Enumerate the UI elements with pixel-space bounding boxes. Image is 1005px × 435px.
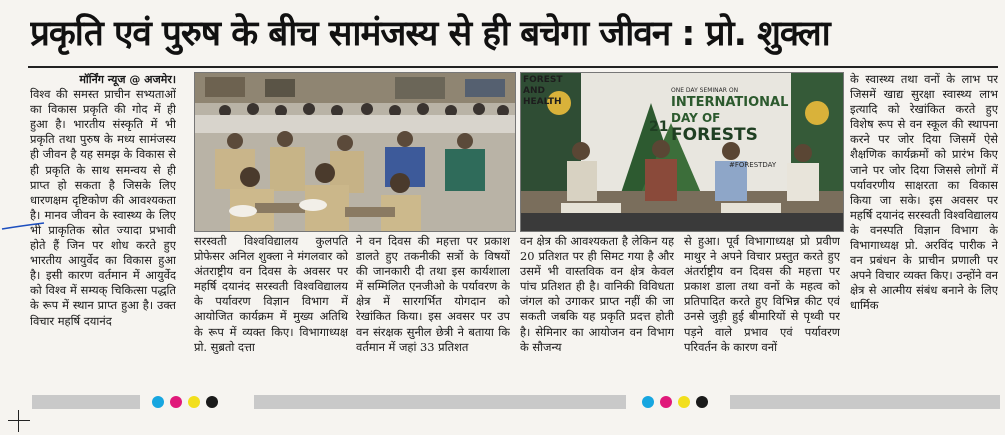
print-registration-strip [30,392,1000,412]
black-dot [696,396,708,408]
cyan-dot [152,396,164,408]
headline-rule [28,66,998,68]
banner-top-text: FOREST AND HEALTH [523,75,563,107]
headline: प्रकृति एवं पुरुष के बीच सामंजस्य से ही बचेगा जीवन : प्रो. शुक्ला [30,14,830,54]
banner-date: 21 [649,119,669,135]
black-dot [206,396,218,408]
article-column-6 [850,72,998,384]
banner-line3: DAY OF [671,111,721,125]
article-column-2 [194,234,348,384]
photo-stage [520,72,844,232]
gray-bar [730,395,1000,409]
article-column-5 [684,234,840,384]
column-2-text: सरस्वती विश्वविद्यालय कुलपति प्रोफेसर अनिल शुक्ला ने मंगलवार को अंतराष्ट्रीय वन दिवस के अवसर पर महर्षि दयानंद सरस्वती विश्वविद्यालय के पर्यावरण विज्ञान विभाग में आयोजित कार्यक्रम में मुख्य अतिथि के रूप में व्यक्त किए। विभागाध्यक्ष प्रो. सुब्रतो दत्ता [194,234,348,354]
audience-photo-image [195,73,515,231]
magenta-dot [170,396,182,408]
banner-line4: FORESTS [671,125,758,145]
banner-line1: ONE DAY SEMINAR ON [671,87,739,94]
column-6-text: के स्वास्थ्य तथा वनों के लाभ पर जिसमें खाद्य सुरक्षा स्वास्थ्य लाभ इत्यादि को रेखांकित करते हुए विशेष रूप से वन स्कूल की स्थापना करने पर जोर दिया जिसमें ऐसे शैक्षणिक कार्यक्रमों को प्रारंभ किए जाने पर जोर दिया जिससे लोगों में पर्यावरणीय साक्षरता का विकास किया जा सके। इस अवसर पर महर्षि दयानंद सरस्वती विश्वविद्यालय के वनस्पति विज्ञान विभाग के विभागाध्यक्ष प्रो. अरविंद पारीक ने वन प्रबंधन के प्राचीन प्रणाली पर अपने विचार व्यक्त किए। उन्होंने वन क्षेत्र से आत्मीय संबंध बनाने के लिए धार्मिक [850,72,998,313]
column-1-text: विश्व की समस्त प्राचीन सभ्यताओं का विकास प्रकृति की गोद में ही हुआ है। भारतीय संस्कृति में भी प्रकृति तथा पुरुष के मध्य सामंजस्य ही जीवन है यह समझ के विकास से ही प्रकृति के साथ समन्वय से ही प्राप्त हो सकता है जिसके लिए धारणक्षम दृष्टिकोण की आवश्यकता है। मानव जीवन के स्वास्थ्य के लिए भी प्राकृतिक स्रोत ज्यादा प्रभावी होते हैं जिन पर शोध करते हुए भारतीय आयुर्वेद का विकास हुआ है। इसी कारण वर्तमान में आयुर्वेद को विश्व में सम्यक् चिकित्सा पद्धति के रूप में स्थान प्राप्त हुआ है। उक्त विचार महर्षि दयानंद [30,87,176,328]
crop-mark [8,420,30,421]
dateline: मॉर्निंग न्यूज @ अजमेर। [79,73,176,86]
column-4-text: वन क्षेत्र की आवश्यकता है लेकिन यह 20 प्रतिशत पर ही सिमट गया है और उसमें भी वास्तविक वन क्षेत्र केवल पांच प्रतिशत ही है। वानिकी विविधता जंगल को उगाकर प्राप्त नहीं की जा सकती जबकि यह प्रकृति प्रदत्त होती है। सेमिनार का आयोजन वन विभाग के सौजन्य [520,234,674,354]
pen-mark [0,205,60,235]
gray-bar [32,395,140,409]
cyan-dot [642,396,654,408]
column-3-text: ने वन दिवस की महत्ता पर प्रकाश डालते हुए तकनीकी सत्रों के विषयों की जानकारी दी तथा इस कार्यशाला में सम्मिलित एनजीओ के पर्यावरण के क्षेत्र में सारगर्भित योगदान को रेखांकित किया। इस अवसर पर उप वन संरक्षक सुनील छेत्री ने बताया कि वर्तमान में जहां 33 प्रतिशत [356,234,510,354]
banner-hashtag: #FORESTDAY [729,161,777,169]
banner-line2: INTERNATIONAL [671,95,789,110]
crop-mark [18,410,19,432]
yellow-dot [188,396,200,408]
yellow-dot [678,396,690,408]
article-column-3 [356,234,510,384]
photo-audience [194,72,516,232]
gray-bar [254,395,626,409]
column-5-text: से हुआ। पूर्व विभागाध्यक्ष प्रो प्रवीण माथुर ने अपने विचार प्रस्तुत करते हुए अंतर्राष्ट्रीय वन दिवस की महत्ता पर प्रकाश डाला तथा वनों के महत्व को प्रतिपादित करते हुए विभिन्न कीट एवं उनसे जुड़ी हुई बीमारियों से पृथ्वी पर पड़ने वाले प्रभाव एवं पर्यावरण परिवर्तन के कारण वनों [684,234,840,354]
magenta-dot [660,396,672,408]
article-column-4 [520,234,674,384]
